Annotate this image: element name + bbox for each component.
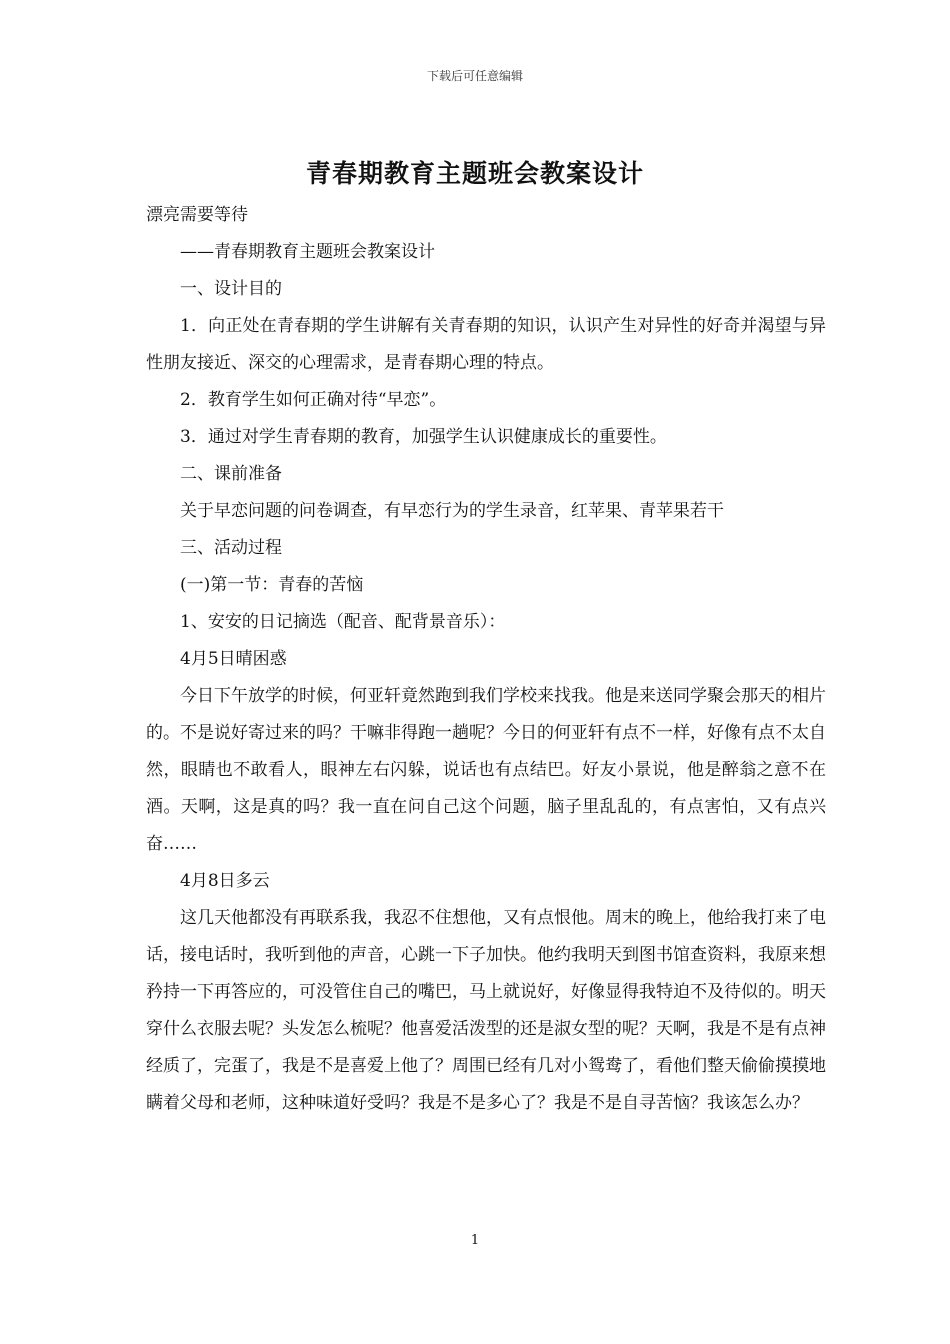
paragraph: 一、设计目的 xyxy=(180,279,282,299)
paragraph: 4月8日多云 xyxy=(180,871,270,891)
paragraph: 1、安安的日记摘选（配音、配背景音乐）： xyxy=(180,612,506,632)
document-title: 青春期教育主题班会教案设计 xyxy=(305,159,644,188)
paragraph: 三、活动过程 xyxy=(180,538,282,558)
page-header: 下载后可任意编辑 xyxy=(426,69,523,83)
paragraph: 2．教育学生如何正确对待“早恋”。 xyxy=(180,390,447,410)
page-number: 1 xyxy=(470,1233,480,1248)
document-body xyxy=(146,197,826,1122)
paragraph: 4月5日晴困惑 xyxy=(180,649,287,669)
paragraph: 今日下午放学的时候，何亚轩竟然跑到我们学校来找我。他是来送同学聚会那天的相片的。不是说好寄过来的吗？干嘛非得跑一趟呢？今日的何亚轩有点不一样，好像有点不太自然，眼睛也不敢看人，眼神左右闪躲，说话也有点结巴。好友小景说，他是醉翁之意不在酒。天啊，这是真的吗？我一直在问自己这个问题，脑子里乱乱的，有点害怕，又有点兴奋…… xyxy=(146,686,826,854)
paragraph: 关于早恋问题的问卷调查，有早恋行为的学生录音，红苹果、青苹果若干 xyxy=(180,501,724,521)
paragraph: 二、课前准备 xyxy=(180,464,282,484)
paragraph: 这几天他都没有再联系我，我忍不住想他，又有点恨他。周末的晚上，他给我打来了电话，接电话时，我听到他的声音，心跳一下子加快。他约我明天到图书馆查资料，我原来想矜持一下再答应的，可没管住自己的嘴巴，马上就说好，好像显得我特迫不及待似的。明天穿什么衣服去呢？头发怎么梳呢？他喜爱活泼型的还是淑女型的呢？天啊，我是不是有点神经质了，完蛋了，我是不是喜爱上他了？周围已经有几对小鸳鸯了，看他们整天偷偷摸摸地瞒着父母和老师，这种味道好受吗？我是不是多心了？我是不是自寻苦恼？我该怎么办？ xyxy=(146,908,826,1113)
paragraph: 漂亮需要等待 xyxy=(146,205,248,225)
paragraph: 1．向正处在青春期的学生讲解有关青春期的知识，认识产生对异性的好奇并渴望与异性朋友接近、深交的心理需求，是青春期心理的特点。 xyxy=(146,316,826,373)
paragraph: 3．通过对学生青春期的教育，加强学生认识健康成长的重要性。 xyxy=(180,427,667,447)
paragraph: (一)第一节：青春的苦恼 xyxy=(180,575,364,595)
paragraph: ——青春期教育主题班会教案设计 xyxy=(180,242,435,262)
